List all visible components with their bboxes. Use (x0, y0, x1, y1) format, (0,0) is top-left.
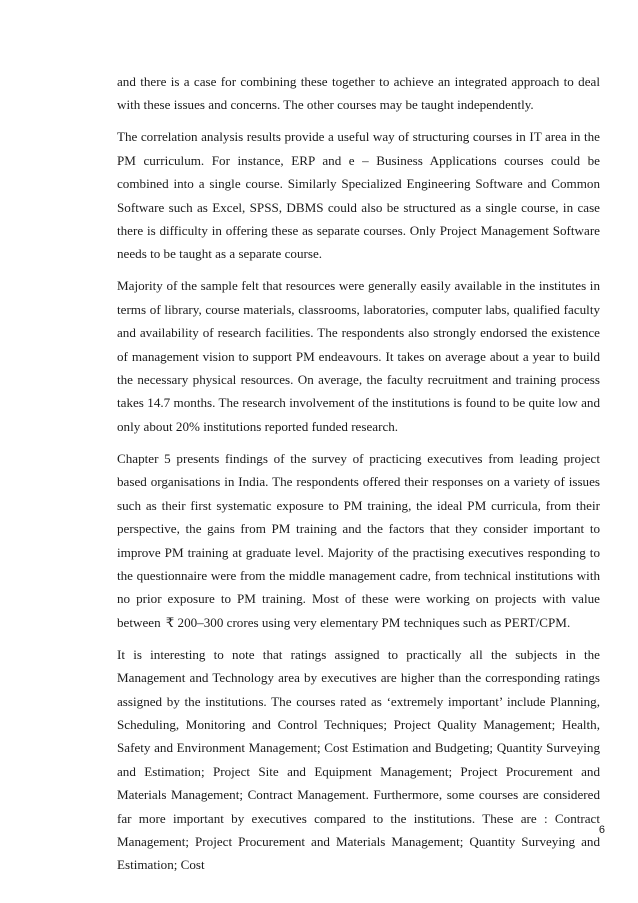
paragraph-4-continuation: 200–300 crores using very elementary PM techniques such as PERT/CPM. (177, 614, 571, 630)
page-number: 6 (598, 824, 605, 836)
paragraph-3: Majority of the sample felt that resources were generally easily available in the institutes in terms of library, course materials, classrooms, laboratories, computer labs, qualified faculty and availability of research facilities. The respondents also strongly endorsed the existence of management vision to support PM endeavours. It takes on average about a year to build the necessary physical resources. On average, the faculty recruitment and training process takes 14.7 months. The research involvement of the institutions is found to be quite low and only about 20% institutions reported funded research. (117, 278, 600, 434)
paragraph-4 (117, 447, 600, 634)
paragraph-1: and there is a case for combining these together to achieve an integrated approach to deal with these issues and concerns. The other courses may be taught independently. (117, 74, 600, 113)
paragraph-2: The correlation analysis results provide a useful way of structuring courses in IT area in the PM curriculum. For instance, ERP and e – Business Applications courses could be combined into a single course. Similarly Specialized Engineering Software and Common Software such as Excel, SPSS, DBMS could also be structured as a single course, in case there is difficulty in offering these as separate courses. Only Project Management Software needs to be taught as a separate course. (117, 129, 600, 262)
paragraph-4-text: Chapter 5 presents findings of the survey of practicing executives from leading project based organisations in India. The respondents offered their responses on a variety of issues such as their first systematic exposure to PM training, the ideal PM curricula, from their perspective, the gains from PM training and the factors that they consider important to improve PM training at graduate level. Majority of the practising executives responding to the questionnaire were from the middle management cadre, from technical institutions with no prior exposure to PM training. Most of these were working on projects with value between (117, 450, 600, 630)
body-text (117, 70, 600, 885)
paragraph-5: It is interesting to note that ratings assigned to practically all the subjects in the Management and Technology area by executives are higher than the corresponding ratings assigned by the institutions. The courses rated as ‘extremely important’ include Planning, Scheduling, Monitoring and Control Techniques; Project Quality Management; Health, Safety and Environment Management; Cost Estimation and Budgeting; Quantity Surveying and Estimation; Project Site and Equipment Management; Project Procurement and Materials Management; Contract Management. Furthermore, some courses are considered far more important by executives compared to the institutions. These are : Contract Management; Project Procurement and Materials Management; Quantity Surveying and Estimation; Cost (117, 646, 600, 873)
rupee-symbol: ₹ (165, 614, 175, 630)
